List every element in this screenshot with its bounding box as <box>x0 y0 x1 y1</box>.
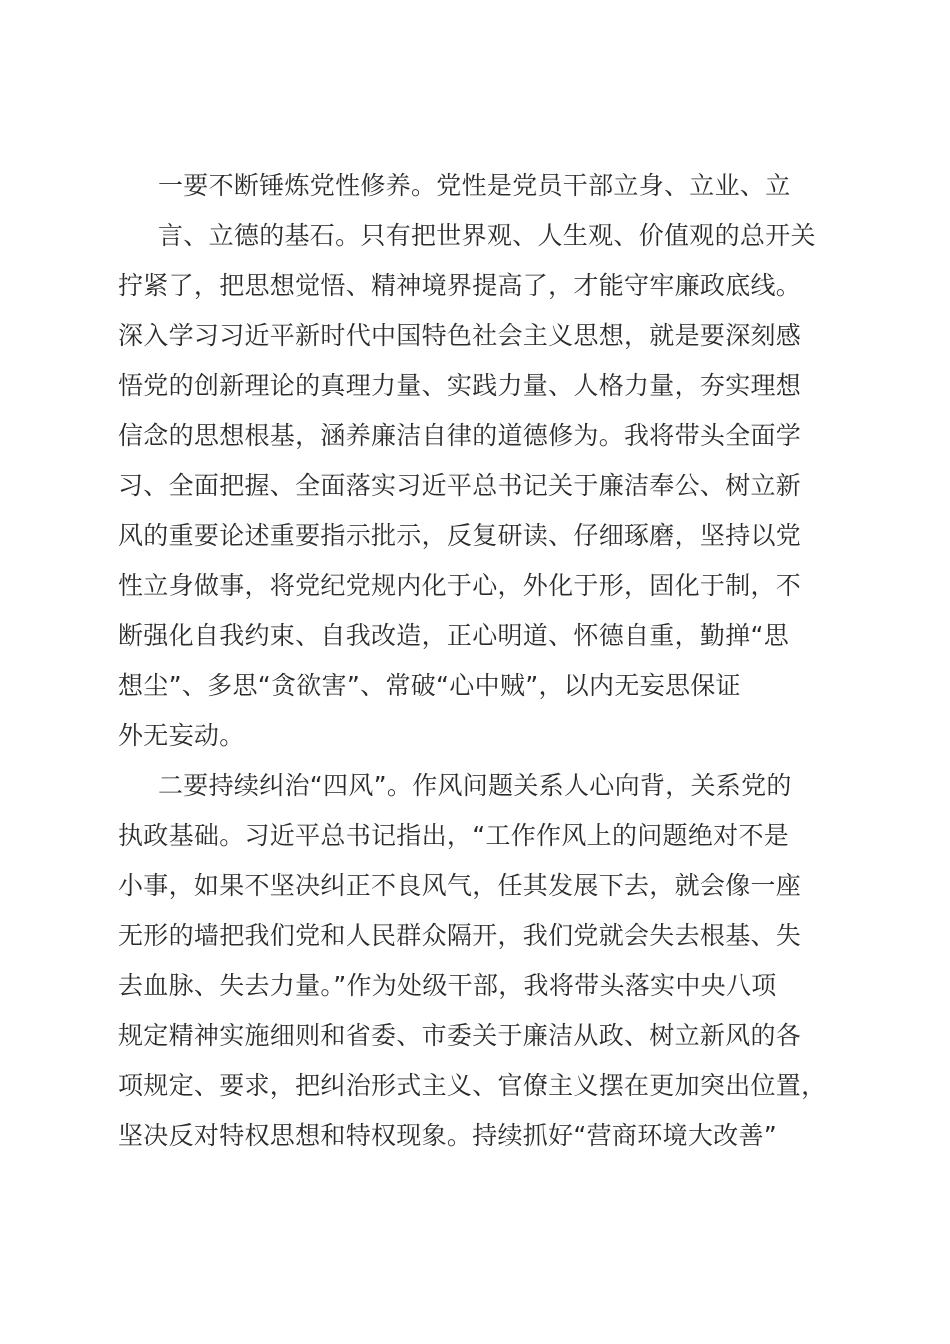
text-line: 二要持续纠治“四风”。作风问题关系人心向背，关系党的 <box>158 771 792 800</box>
text-line: 想尘”、多思“贪欲害”、常破“心中贼”，以内无妄思保证 <box>118 671 741 700</box>
text-line: 习、全面把握、全面落实习近平总书记关于廉洁奉公、树立新 <box>118 471 802 500</box>
text-line: 项规定、要求，把纠治形式主义、官僚主义摆在更加突出位置， <box>118 1071 827 1100</box>
text-line: 规定精神实施细则和省委、市委关于廉洁从政、树立新风的各 <box>118 1021 802 1050</box>
text-line: 小事，如果不坚决纠正不良风气，任其发展下去，就会像一座 <box>118 871 802 900</box>
text-line: 一要不断锤炼党性修养。党性是党员干部立身、立业、立 <box>158 171 791 200</box>
text-line: 断强化自我约束、自我改造，正心明道、怀德自重，勤掸“思 <box>118 621 790 650</box>
text-line: 悟党的创新理论的真理力量、实践力量、人格力量，夯实理想 <box>118 371 802 400</box>
text-line: 无形的墙把我们党和人民群众隔开，我们党就会失去根基、失 <box>118 921 802 950</box>
text-line: 执政基础。习近平总书记指出，“工作作风上的问题绝对不是 <box>118 821 790 850</box>
text-line: 信念的思想根基，涵养廉洁自律的道德修为。我将带头全面学 <box>118 421 802 450</box>
text-line: 性立身做事，将党纪党规内化于心，外化于形，固化于制，不 <box>118 571 802 600</box>
text-line: 风的重要论述重要指示批示，反复研读、仔细琢磨，坚持以党 <box>118 521 802 550</box>
text-line: 深入学习习近平新时代中国特色社会主义思想，就是要深刻感 <box>118 321 802 350</box>
text-line: 去血脉、失去力量。”作为处级干部，我将带头落实中央八项 <box>118 971 777 1000</box>
text-line: 外无妄动。 <box>118 721 245 750</box>
text-line: 坚决反对特权思想和特权现象。持续抓好“营商环境大改善” <box>118 1121 778 1150</box>
text-line: 言、立德的基石。只有把世界观、人生观、价值观的总开关 <box>158 221 816 250</box>
text-line: 拧紧了，把思想觉悟、精神境界提高了，才能守牢廉政底线。 <box>118 271 802 300</box>
